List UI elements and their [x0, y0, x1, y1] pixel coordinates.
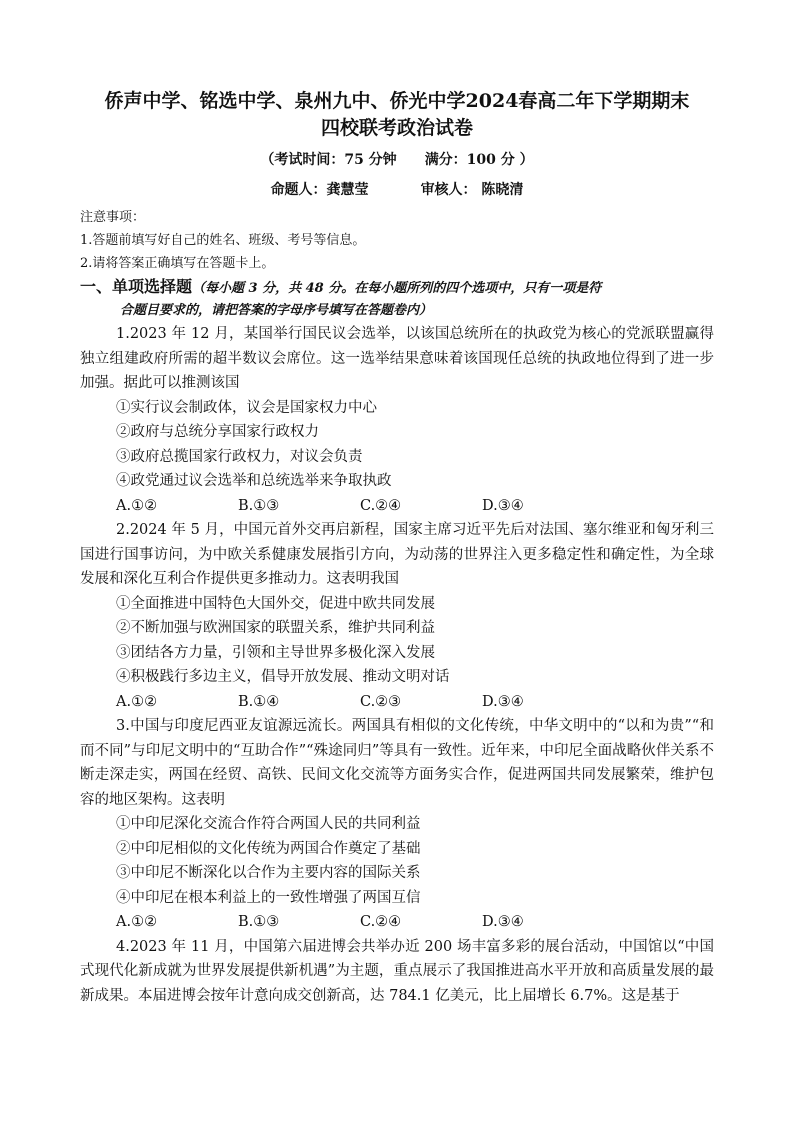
section-header	[80, 276, 720, 322]
question-stem: 2.2024 年 5 月，中国元首外交再启新程，国家主席习近平先后对法国、塞尔维亚和匈牙利三国进行国事访问，为中欧关系健康发展指引方向，为动荡的世界注入更多稳定性和确定性，为全球发展和深化互利合作提供更多推动力。这表明我国	[80, 522, 714, 587]
full-score: 满分：100 分 ）	[424, 152, 534, 168]
exam-time: （考试时间：75 分钟	[260, 152, 397, 168]
question-option: ④积极践行多边主义，倡导开放发展、推动文明对话	[116, 669, 450, 685]
question-2	[80, 518, 714, 714]
exam-authors	[80, 180, 714, 200]
answer-choice-b: B.①③	[238, 914, 280, 930]
answer-choice-d: D.③④	[482, 497, 524, 514]
exam-title-line1: 侨声中学、铭选中学、泉州九中、侨光中学2024春高二年下学期期末	[104, 90, 690, 112]
question-3	[80, 714, 714, 935]
answer-choices	[80, 910, 714, 935]
notes-item: 1.答题前填写好自己的姓名、班级、考号等信息。	[80, 233, 366, 248]
question-option: ③中印尼不断深化以合作为主要内容的国际关系	[116, 865, 421, 881]
question-option: ②不断加强与欧洲国家的联盟关系，维护共同利益	[116, 620, 435, 636]
answer-choice-c: C.②③	[360, 693, 402, 710]
answer-choices	[80, 494, 714, 519]
answer-choice-c: C.②④	[360, 914, 402, 930]
question-option: ③团结各方力量，引领和主导世界多极化深入发展	[116, 644, 435, 661]
answer-choice-a: A.①②	[116, 914, 158, 930]
notes-item: 2.请将答案正确填写在答题卡上。	[80, 256, 275, 271]
question-option: ①实行议会制政体，议会是国家权力中心	[116, 399, 377, 416]
exam-author: 命题人：龚慧莹	[270, 182, 369, 198]
answer-choice-b: B.①③	[238, 497, 280, 514]
answer-choices	[80, 690, 714, 715]
section-desc-line2: 合题目要求的，请把答案的字母序号填写在答题卷内）	[120, 303, 433, 318]
answer-choice-a: A.①②	[116, 497, 158, 514]
question-option: ①中印尼深化交流合作符合两国人民的共同利益	[116, 816, 421, 832]
question-4	[80, 935, 714, 1009]
section-desc-line1: （每小题 3 分，共 48 分。在每小题所列的四个选项中，只有一项是符	[192, 281, 602, 296]
answer-choice-d: D.③④	[482, 914, 524, 930]
question-option: ②中印尼相似的文化传统为两国合作奠定了基础	[116, 840, 421, 857]
exam-meta	[80, 150, 714, 170]
section-heading: 一、单项选择题	[80, 277, 193, 296]
question-option: ①全面推进中国特色大国外交，促进中欧共同发展	[116, 595, 435, 612]
question-stem: 4.2023 年 11 月，中国第六届进博会共举办近 200 场丰富多彩的展台活动，中国馆以“中国式现代化新成就为世界发展提供新机遇”为主题，重点展示了我国推进高水平开放和高质量发展的最新成果。本届进博会按年计意向成交创新高，达 784.1 亿美元，比上届增长 6.7%。这是基于	[80, 938, 714, 1004]
question-1	[80, 322, 714, 518]
answer-choice-d: D.③④	[482, 693, 524, 710]
answer-choice-c: C.②④	[360, 497, 402, 514]
question-option: ④政党通过议会选举和总统选举来争取执政	[116, 473, 392, 489]
notes-heading: 注意事项：	[80, 210, 146, 225]
answer-choice-b: B.①④	[238, 693, 280, 710]
question-option: ④中印尼在根本利益上的一致性增强了两国互信	[116, 889, 421, 906]
answer-choice-a: A.①②	[116, 693, 158, 710]
question-option: ③政府总揽国家行政权力，对议会负责	[116, 448, 363, 465]
question-option: ②政府与总统分享国家行政权力	[116, 424, 319, 440]
exam-title-line2: 四校联考政治试卷	[320, 117, 473, 139]
question-stem: 1.2023 年 12 月，某国举行国民议会选举，以该国总统所在的执政党为核心的党派联盟赢得独立组建政府所需的超半数议会席位。这一选举结果意味着该国现任总统的执政地位得到了进一步加强。据此可以推测该国	[80, 326, 714, 391]
notes-block	[80, 206, 365, 275]
question-stem: 3.中国与印度尼西亚友谊源远流长。两国具有相似的文化传统，中华文明中的“以和为贵”“和而不同”与印尼文明中的“互助合作”“殊途同归”等具有一致性。近年来，中印尼全面战略伙伴关系不断走深走实，两国在经贸、高铁、民间文化交流等方面务实合作，促进两国共同发展繁荣，维护包容的地区架构。这表明	[80, 718, 714, 808]
exam-reviewer: 审核人： 陈晓清	[420, 182, 524, 198]
question-list	[80, 322, 714, 1008]
